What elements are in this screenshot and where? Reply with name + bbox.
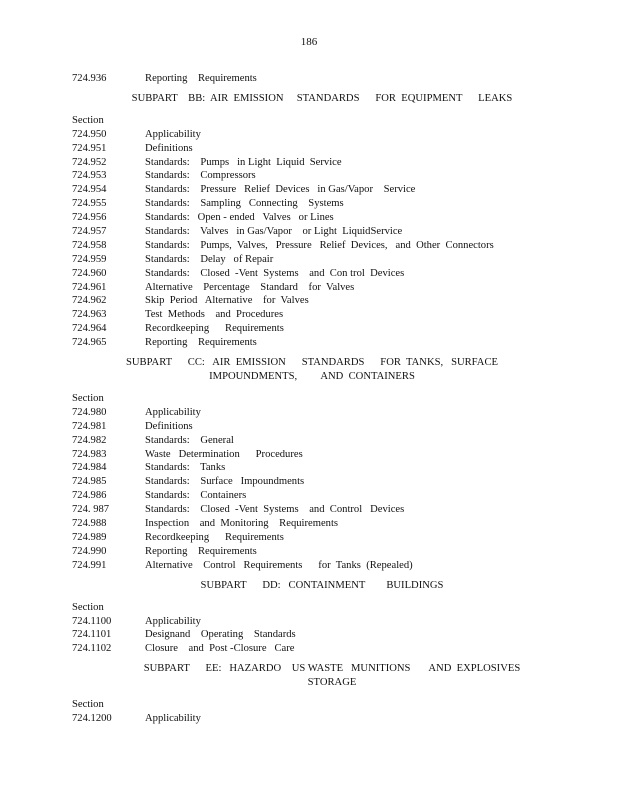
section-number: 724.1200 <box>72 713 112 725</box>
section-title: Standards: Closed -Vent Systems and Control Devices <box>145 504 405 516</box>
page-number: 186 <box>300 36 318 48</box>
section-number: 724.955 <box>72 198 107 210</box>
list-item <box>72 434 572 448</box>
section-title: Standards: Pressure Relief Devices in Gas/Vapor Service <box>145 184 416 196</box>
section-title: Applicability <box>145 713 201 725</box>
section-number: 724.951 <box>72 142 107 154</box>
section-number: 724.957 <box>72 226 107 238</box>
section-number: 724.984 <box>72 462 107 474</box>
section-number: 724.954 <box>72 184 107 196</box>
section-label: Section <box>72 114 104 126</box>
section-number: 724.936 <box>72 73 107 84</box>
section-number: 724.950 <box>72 128 107 140</box>
section-number: 724.965 <box>72 337 107 349</box>
section-label: Section <box>72 601 104 613</box>
section-title: Standards: Closed -Vent Systems and Con trol Devices <box>145 267 405 279</box>
section-label: Section <box>72 699 104 711</box>
section-number: 724.1101 <box>72 629 112 641</box>
section-title: Closure and Post -Closure Care <box>145 643 295 655</box>
section-number: 724.981 <box>72 420 107 432</box>
section-number: 724.980 <box>72 406 107 418</box>
section-number: 724.962 <box>72 295 107 307</box>
list-item <box>72 239 572 253</box>
section-title: Standards: Surface Impoundments <box>145 476 305 488</box>
section-title: Applicability <box>145 406 201 418</box>
list-item <box>72 336 572 350</box>
list-item <box>72 475 572 489</box>
section-title: Reporting Requirements <box>145 545 257 557</box>
section-title: Recordkeeping Requirements <box>145 531 284 543</box>
list-item <box>72 642 572 656</box>
subpart-heading <box>72 92 572 106</box>
section-number: 724.959 <box>72 253 107 265</box>
section-title: Alternative Percentage Standard for Valves <box>145 281 355 293</box>
section-title: Recordkeeping Requirements <box>145 323 284 335</box>
section-number: 724.988 <box>72 518 107 530</box>
section-title: Inspection and Monitoring Requirements <box>145 518 339 530</box>
list-item <box>72 531 572 545</box>
section-number: 724.953 <box>72 170 107 182</box>
section-number: 724.982 <box>72 434 107 446</box>
subpart-block <box>72 656 572 726</box>
section-title: Standards: Pumps, Valves, Pressure Relief Devices, and Other Connectors <box>145 239 494 251</box>
list-item <box>72 489 572 503</box>
section-title: Standards: Delay of Repair <box>145 253 274 265</box>
section-number: 724.991 <box>72 559 107 571</box>
subpart-heading <box>72 579 572 593</box>
section-number: 724.1102 <box>72 643 112 655</box>
list-item <box>72 517 572 531</box>
section-number: 724.960 <box>72 267 107 279</box>
list-item <box>72 142 572 156</box>
list-item <box>72 128 572 142</box>
list-item <box>72 712 572 726</box>
section-title: Alternative Control Requirements for Tanks (Repealed) <box>145 559 413 571</box>
section-label: Section <box>72 393 104 405</box>
list-item <box>72 615 572 629</box>
section-title: Standards: Sampling Connecting Systems <box>145 198 344 210</box>
list-item <box>72 308 572 322</box>
section-title: Standards: Pumps in Light Liquid Service <box>145 156 342 168</box>
section-number: 724.986 <box>72 490 107 502</box>
list-item <box>72 197 572 211</box>
section-number: 724.952 <box>72 156 107 168</box>
list-item <box>72 628 572 642</box>
section-title: Definitions <box>145 420 193 432</box>
list-item <box>72 294 572 308</box>
list-item <box>72 461 572 475</box>
subpart-heading-line: IMPOUNDMENTS, AND CONTAINERS <box>209 371 415 383</box>
subpart-block <box>72 350 572 573</box>
table-of-contents <box>72 72 572 726</box>
section-number: 724.985 <box>72 476 107 488</box>
list-item <box>72 72 572 86</box>
section-number: 724.990 <box>72 545 107 557</box>
list-item <box>72 253 572 267</box>
section-title: Reporting Requirements <box>145 337 257 349</box>
list-item <box>72 225 572 239</box>
section-title: Standards: Tanks <box>145 462 226 474</box>
subpart-heading <box>82 662 582 690</box>
list-item <box>72 267 572 281</box>
subpart-heading-line: SUBPART BB: AIR EMISSION STANDARDS FOR EQUIPMENT LEAKS <box>131 92 513 104</box>
subpart-heading-line: SUBPART EE: HAZARDO US WASTE MUNITIONS AND EXPLOSIVES <box>143 663 521 675</box>
list-item <box>72 322 572 336</box>
section-number: 724.1100 <box>72 615 112 627</box>
list-item <box>72 406 572 420</box>
section-title: Test Methods and Procedures <box>145 309 284 321</box>
section-title: Standards: Compressors <box>145 170 256 182</box>
list-item <box>72 169 572 183</box>
section-number: 724.961 <box>72 281 107 293</box>
subpart-heading-line: SUBPART DD: CONTAINMENT BUILDINGS <box>200 579 444 591</box>
section-title: Designand Operating Standards <box>145 629 296 641</box>
section-title: Standards: Open - ended Valves or Lines <box>145 212 334 224</box>
section-title: Waste Determination Procedures <box>145 448 303 460</box>
list-item <box>72 503 572 517</box>
section-title: Standards: Containers <box>145 490 247 502</box>
list-item <box>72 211 572 225</box>
list-item <box>72 156 572 170</box>
section-title: Standards: Valves in Gas/Vapor or Light LiquidService <box>145 226 403 238</box>
subpart-heading <box>62 356 562 384</box>
section-title: Reporting Requirements <box>145 73 257 84</box>
section-number: 724. 987 <box>72 504 110 516</box>
list-item <box>72 448 572 462</box>
section-number: 724.958 <box>72 239 107 251</box>
list-item <box>72 183 572 197</box>
section-number: 724.983 <box>72 448 107 460</box>
section-number: 724.963 <box>72 309 107 321</box>
section-number: 724.956 <box>72 212 107 224</box>
subpart-heading-line: SUBPART CC: AIR EMISSION STANDARDS FOR TANKS, SURFACE <box>126 357 498 369</box>
section-title: Applicability <box>145 615 201 627</box>
section-number: 724.964 <box>72 323 107 335</box>
section-number: 724.989 <box>72 531 107 543</box>
list-item <box>72 559 572 573</box>
section-title: Applicability <box>145 128 201 140</box>
list-item <box>72 281 572 295</box>
subpart-block <box>72 86 572 350</box>
subpart-heading-line: STORAGE <box>307 677 357 689</box>
subpart-block <box>72 573 572 657</box>
list-item <box>72 420 572 434</box>
section-title: Definitions <box>145 142 193 154</box>
section-title: Standards: General <box>145 434 234 446</box>
list-item <box>72 545 572 559</box>
section-title: Skip Period Alternative for Valves <box>145 295 309 307</box>
